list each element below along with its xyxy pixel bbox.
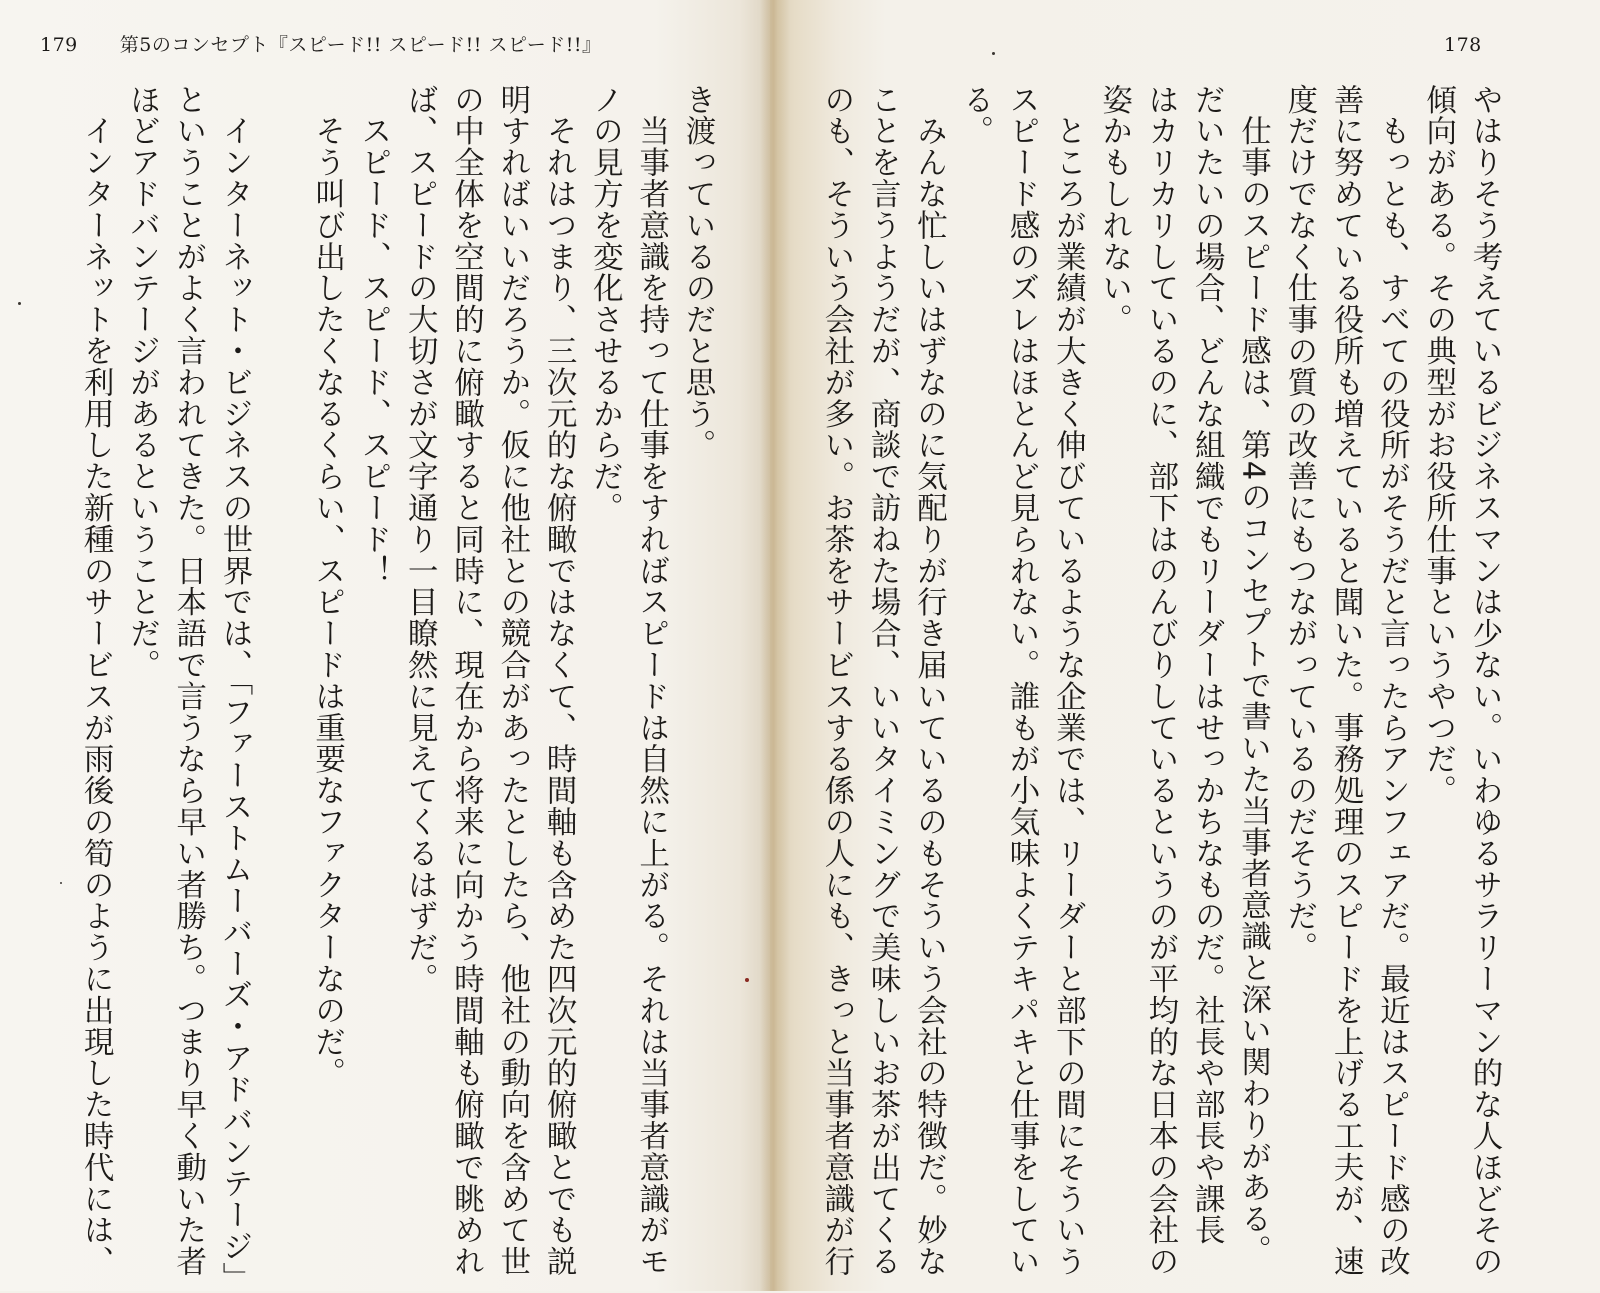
left-page-body — [78, 84, 720, 1293]
text-column: 当事者意識を持って仕事をすればスピードは自然に上がる。それは当事者意識がモ — [633, 84, 669, 1278]
text-column: インターネット・ビジネスの世界では、「ファーストムーバーズ・アドバンテージ」 — [217, 84, 253, 1293]
paper-speck — [18, 302, 21, 305]
text-column: 明すればいいだろうか。仮に他社との競合があったとしたら、他社の動向を含めて世 — [494, 84, 530, 1278]
text-column: もっとも、すべての役所がそうだと言ったらアンフェアだ。最近はスピード感の改 — [1374, 84, 1410, 1278]
text-column: 傾向がある。その典型がお役所仕事というやつだ。 — [1420, 84, 1456, 807]
text-column: だいたいの場合、どんな組織でもリーダーはせっかちなものだ。社長や部長や課長 — [1189, 84, 1225, 1246]
text-column: インターネットを利用した新種のサービスが雨後の筍のように出現した時代には、 — [78, 84, 114, 1278]
text-column: スピード、スピード、スピード！ — [355, 84, 391, 587]
text-column: る。 — [957, 84, 993, 147]
text-column: みんな忙しいはずなのに気配りが行き届いているのもそういう会社の特徴だ。妙な — [911, 84, 947, 1278]
paper-speck — [60, 882, 62, 884]
text-column: 善に努めている役所も増えていると聞いた。事務処理のスピードを上げる工夫が、速 — [1328, 84, 1364, 1278]
text-column: ば、スピードの大切さが文字通り一目瞭然に見えてくるはずだ。 — [402, 84, 438, 995]
text-column: ことを言うようだが、商談で訪ねた場合、いいタイミングで美味しいお茶が出てくる — [865, 84, 901, 1278]
right-page-body — [817, 84, 1507, 1278]
text-column: 姿かもしれない。 — [1096, 84, 1132, 336]
paper-speck — [745, 978, 749, 982]
left-page-header — [40, 30, 601, 57]
left-page-number: 179 — [40, 34, 78, 56]
text-column: ところが業績が大きく伸びているような企業では、リーダーと部下の間にそういう — [1050, 84, 1086, 1278]
right-page-number: 178 — [1444, 34, 1482, 56]
text-column: ということがよく言われてきた。日本語で言うなら早い者勝ち。つまり早く動いた者 — [170, 84, 206, 1278]
text-column: はカリカリしているのに、部下はのんびりしているというのが平均的な日本の会社の — [1142, 84, 1178, 1278]
text-column — [257, 84, 303, 1264]
text-column: の中全体を空間的に俯瞰すると同時に、現在から将来に向かう時間軸も俯瞰で眺めれ — [448, 84, 484, 1278]
text-column: それはつまり、三次元的な俯瞰ではなくて、時間軸も含めた四次元的俯瞰とでも説 — [541, 84, 577, 1278]
book-gutter — [760, 0, 790, 1291]
text-column: 度だけでなく仕事の質の改善にもつながっているのだそうだ。 — [1281, 84, 1317, 964]
text-column: 仕事のスピード感は、第4のコンセプトで書いた当事者意識と深い関わりがある。 — [1235, 84, 1271, 1267]
text-column: のも、そういう会社が多い。お茶をサービスする係の人にも、きっと当事者意識が行 — [818, 84, 854, 1278]
text-column: き渡っているのだと思う。 — [680, 84, 715, 461]
running-head: 第5のコンセプト『スピード!! スピード!! スピード!!』 — [119, 34, 602, 56]
text-column: ノの見方を変化させるからだ。 — [587, 84, 623, 524]
text-column: スピード感のズレはほとんど見られない。誰もが小気味よくテキパキと仕事をしてい — [1004, 84, 1040, 1278]
paper-speck — [992, 52, 995, 55]
text-column: やはりそう考えているビジネスマンは少ない。いわゆるサラリーマン的な人ほどその — [1467, 84, 1502, 1278]
text-column: そう叫び出したくなるくらい、スピードは重要なファクターなのだ。 — [309, 84, 345, 1089]
text-column: ほどアドバンテージがあるということだ。 — [124, 84, 160, 681]
